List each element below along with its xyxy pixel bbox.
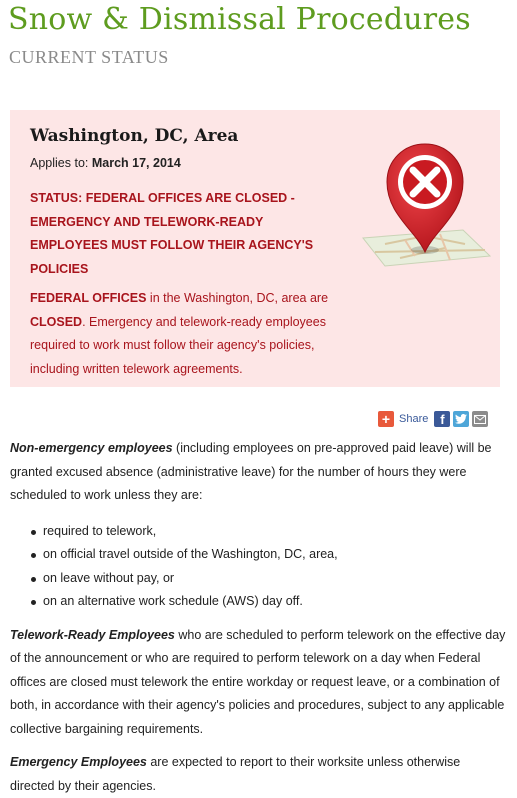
status-headline-line: EMERGENCY AND TELEWORK-READY: [30, 214, 264, 229]
status-body-lead: FEDERAL OFFICES: [30, 291, 147, 305]
paragraph-text: (including employees on pre-approved paid leave) will be granted excused absence (administrative leave) for the number of hours they were scheduled to work unless they are:: [10, 441, 492, 502]
page-title: Snow & Dismissal Procedures: [8, 2, 471, 37]
status-body-rest: . Emergency and telework-ready employees required to work must follow their agency's policies, including written telework agreements.: [30, 314, 326, 376]
status-body: [30, 287, 350, 381]
term-non-emergency: Non-emergency employees: [10, 441, 173, 455]
status-headline-line: POLICIES: [30, 261, 89, 276]
twitter-icon[interactable]: [453, 411, 469, 427]
paragraph-telework-ready: [10, 624, 506, 742]
applies-label: Applies to:: [30, 156, 89, 170]
closed-map-pin-icon: [345, 126, 495, 276]
paragraph-text: who are scheduled to perform telework on the effective day of the announcement or who are required to perform telework on a day when Federal offices are closed must telework the entire workday or request leave, or a combination of both, in accordance with their agency's policies and procedures, subject to any applicable collective bargaining requirements.: [10, 627, 506, 736]
status-body-mid: in the Washington, DC, area are: [146, 291, 329, 305]
share-plus-icon[interactable]: +: [378, 411, 394, 427]
applies-date: March 17, 2014: [91, 156, 181, 170]
status-headline-line: STATUS: FEDERAL OFFICES ARE CLOSED -: [30, 191, 295, 205]
term-emergency: Emergency Employees: [10, 755, 147, 769]
page-subtitle: CURRENT STATUS: [9, 47, 169, 67]
status-location: Washington, DC, Area: [30, 126, 239, 146]
exceptions-list: [10, 520, 506, 614]
status-headline-line: EMPLOYEES MUST FOLLOW THEIR AGENCY'S: [30, 238, 314, 252]
applies-to: [30, 156, 181, 170]
main-content: [10, 437, 506, 798]
facebook-icon[interactable]: f: [434, 411, 450, 427]
term-telework-ready: Telework-Ready Employees: [10, 627, 175, 642]
list-item: on an alternative work schedule (AWS) day off.: [43, 590, 506, 614]
status-body-closed: CLOSED: [30, 314, 83, 329]
list-item: required to telework,: [43, 520, 506, 544]
list-item: on leave without pay, or: [43, 567, 506, 591]
share-bar: [378, 410, 488, 428]
share-label[interactable]: Share: [399, 413, 429, 425]
paragraph-non-emergency: [10, 437, 506, 508]
status-box: [10, 110, 500, 387]
list-item: on official travel outside of the Washington, DC, area,: [43, 543, 506, 567]
email-icon[interactable]: [472, 411, 488, 427]
paragraph-text: are expected to report to their worksite unless otherwise directed by their agencies.: [10, 755, 461, 793]
status-headline: [30, 187, 330, 281]
paragraph-emergency: [10, 751, 506, 798]
